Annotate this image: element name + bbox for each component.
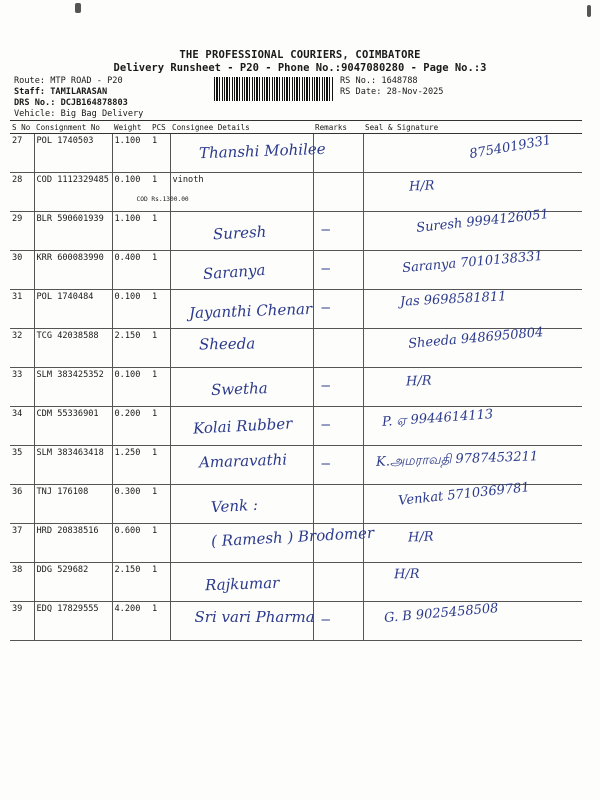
row-seal	[363, 290, 582, 329]
seal-signature: K.அமராவதி 9787453211	[375, 449, 538, 470]
row-pcs: 1	[150, 485, 170, 524]
consignee-handwriting: Sri vari Pharma	[194, 608, 315, 626]
consignee-handwriting: Thanshi Mohilee	[198, 139, 326, 163]
row-consignment: DDG 529682	[34, 563, 112, 602]
remark-mark: —	[321, 378, 330, 394]
rs-date: RS Date: 28-Nov-2025	[340, 87, 444, 97]
consignee-handwriting: Kolai Rubber	[192, 414, 293, 438]
row-weight: 0.200	[112, 407, 150, 446]
row-seal	[363, 134, 582, 173]
col-sno: S No	[10, 121, 34, 134]
row-seal	[363, 407, 582, 446]
row-sno: 30	[10, 251, 34, 290]
row-consignment: KRR 600083990	[34, 251, 112, 290]
row-sno: 27	[10, 134, 34, 173]
seal-signature: Suresh 9994126051	[415, 207, 549, 236]
table-row	[10, 212, 582, 251]
route-label: Route: MTP ROAD - P20	[14, 76, 123, 86]
row-pcs: 1	[150, 407, 170, 446]
row-consignee	[170, 523, 375, 563]
scan-smudge	[75, 3, 81, 13]
row-weight: 0.400	[112, 251, 150, 290]
row-seal	[363, 563, 582, 602]
row-remarks	[313, 212, 363, 251]
row-consignment: POL 1740484	[34, 290, 112, 329]
rs-number: RS No.: 1648788	[340, 76, 418, 86]
col-consignee: Consignee Details	[170, 121, 313, 134]
row-consignment: SLM 383463418	[34, 446, 112, 485]
row-seal	[363, 173, 582, 212]
row-remarks	[313, 563, 363, 602]
scan-smudge	[587, 5, 591, 17]
remark-mark: —	[321, 222, 330, 238]
row-sno: 28	[10, 173, 34, 212]
table-header-row	[10, 121, 582, 134]
row-consignee	[170, 602, 313, 641]
row-seal	[363, 325, 582, 368]
table-row	[10, 485, 582, 524]
vehicle-label: Vehicle: Big Bag Delivery	[14, 109, 144, 119]
page-subtitle: Delivery Runsheet - P20 - Phone No.:9047080280 - Page No.:3	[113, 62, 487, 74]
seal-signature: H/R	[408, 178, 435, 195]
col-weight: Weight	[112, 121, 150, 134]
row-seal	[363, 207, 582, 251]
row-consignment: COD 1112329485	[34, 173, 112, 212]
barcode	[214, 77, 334, 101]
row-consignee	[170, 446, 313, 485]
consignee-handwriting: Amaravathi	[198, 450, 287, 472]
table-row	[10, 290, 582, 329]
seal-signature: H/R	[393, 566, 420, 583]
row-sno: 37	[10, 524, 34, 563]
table-row	[10, 446, 582, 485]
consignee-handwriting: Jayanthi Chenar	[188, 299, 312, 323]
row-consignment: POL 1740503	[34, 134, 112, 173]
row-pcs: 1	[150, 602, 170, 641]
page-title: THE PROFESSIONAL COURIERS, COIMBATORE	[179, 49, 421, 61]
table-row	[10, 563, 582, 602]
remark-mark: —	[321, 456, 330, 472]
col-remarks: Remarks	[313, 121, 363, 134]
seal-signature: Jas 9698581811	[399, 289, 507, 310]
row-consignee	[170, 485, 313, 524]
row-remarks	[313, 524, 363, 563]
row-sno: 36	[10, 485, 34, 524]
row-remarks	[313, 173, 363, 212]
row-consignment: CDM 55336901	[34, 407, 112, 446]
row-consignment: TCG 42038588	[34, 329, 112, 368]
table-row	[10, 524, 582, 563]
row-sno: 31	[10, 290, 34, 329]
remark-mark: —	[321, 261, 330, 277]
remark-mark: —	[321, 612, 330, 628]
row-sno: 33	[10, 368, 34, 407]
consignee-printed: vinoth	[172, 175, 204, 185]
row-weight: 1.250	[112, 446, 150, 485]
table-row	[10, 329, 582, 368]
row-remarks	[313, 329, 363, 368]
seal-signature: P. ஏ 9944614113	[381, 407, 494, 430]
runsheet-table	[10, 120, 582, 641]
row-consignee	[170, 368, 313, 407]
seal-signature: H/R	[405, 373, 432, 390]
consignee-handwriting: Swetha	[210, 379, 268, 399]
seal-signature: G. B 9025458508	[383, 601, 499, 626]
row-seal	[363, 602, 582, 641]
row-remarks	[313, 134, 363, 173]
row-sno: 32	[10, 329, 34, 368]
row-remarks	[313, 251, 363, 290]
row-consignment: EDQ 17829555	[34, 602, 112, 641]
row-weight: 0.100	[112, 368, 150, 407]
staff-label: Staff: TAMILARASAN	[14, 87, 108, 97]
row-sno: 35	[10, 446, 34, 485]
row-seal	[363, 368, 582, 407]
row-pcs: 1	[150, 368, 170, 407]
row-weight: 1.100	[112, 134, 150, 173]
row-pcs: 1	[150, 524, 170, 563]
drs-number: DRS No.: DCJB164878803	[14, 98, 128, 108]
table-row	[10, 173, 582, 212]
row-pcs: 1	[150, 329, 170, 368]
consignee-handwriting: Venk :	[210, 495, 258, 517]
remark-mark: —	[321, 300, 330, 316]
col-seal: Seal & Signature	[363, 121, 582, 134]
row-consignee	[136, 173, 313, 212]
row-pcs: 1	[150, 290, 170, 329]
table-row	[10, 407, 582, 446]
row-sno: 34	[10, 407, 34, 446]
consignee-handwriting: ( Ramesh ) Brodomer	[210, 523, 375, 551]
row-pcs: 1	[150, 212, 170, 251]
row-consignee	[170, 329, 313, 368]
table-row	[10, 134, 582, 173]
row-seal	[363, 446, 582, 485]
consignee-handwriting: Suresh	[212, 222, 267, 244]
row-consignee	[170, 212, 313, 251]
consignee-handwriting: Sheeda	[198, 334, 255, 354]
row-consignment: HRD 20838516	[34, 524, 112, 563]
row-seal	[363, 480, 582, 524]
row-sno: 39	[10, 602, 34, 641]
row-weight: 2.150	[112, 563, 150, 602]
row-pcs: 1	[150, 251, 170, 290]
seal-signature: Saranya 7010138331	[401, 248, 543, 277]
row-consignment: SLM 383425352	[34, 368, 112, 407]
table-row	[10, 368, 582, 407]
row-pcs: 1	[150, 134, 170, 173]
row-sno: 38	[10, 563, 34, 602]
row-remarks	[313, 602, 363, 641]
seal-signature: H/R	[407, 529, 434, 546]
row-consignee	[170, 407, 313, 446]
row-weight: 0.100	[112, 290, 150, 329]
remark-mark: —	[321, 417, 330, 433]
row-consignee	[170, 290, 313, 329]
row-weight: 1.100	[112, 212, 150, 251]
seal-signature: 8754019331	[467, 132, 552, 163]
row-consignment: TNJ 176108	[34, 485, 112, 524]
row-consignee	[170, 134, 326, 173]
table-row	[10, 602, 582, 641]
consignee-handwriting: Saranya	[201, 260, 266, 284]
col-consignment: Consignment No	[34, 121, 112, 134]
row-pcs: 1	[150, 446, 170, 485]
row-remarks	[313, 407, 363, 446]
row-pcs: 1	[150, 563, 170, 602]
row-seal	[363, 248, 582, 290]
row-weight: 0.300	[112, 485, 150, 524]
row-weight: 0.100	[112, 173, 150, 212]
seal-signature: Venkat 5710369781	[397, 480, 530, 509]
seal-signature: Sheeda 9486950804	[407, 325, 544, 352]
row-consignment: BLR 590601939	[34, 212, 112, 251]
row-consignee	[170, 251, 313, 290]
row-seal	[363, 524, 582, 563]
consignee-handwriting: Rajkumar	[204, 573, 280, 595]
row-weight: 0.600	[112, 524, 150, 563]
row-weight: 4.200	[112, 602, 150, 641]
row-remarks	[313, 290, 363, 329]
row-remarks	[313, 446, 363, 485]
row-remarks	[313, 485, 363, 524]
row-sno: 29	[10, 212, 34, 251]
row-weight: 2.150	[112, 329, 150, 368]
cod-note: COD Rs.1300.00	[136, 196, 189, 203]
col-pcs: PCS	[150, 121, 170, 134]
row-consignee	[170, 563, 313, 602]
row-pcs: 1	[150, 173, 170, 212]
table-row	[10, 251, 582, 290]
row-remarks	[313, 368, 363, 407]
